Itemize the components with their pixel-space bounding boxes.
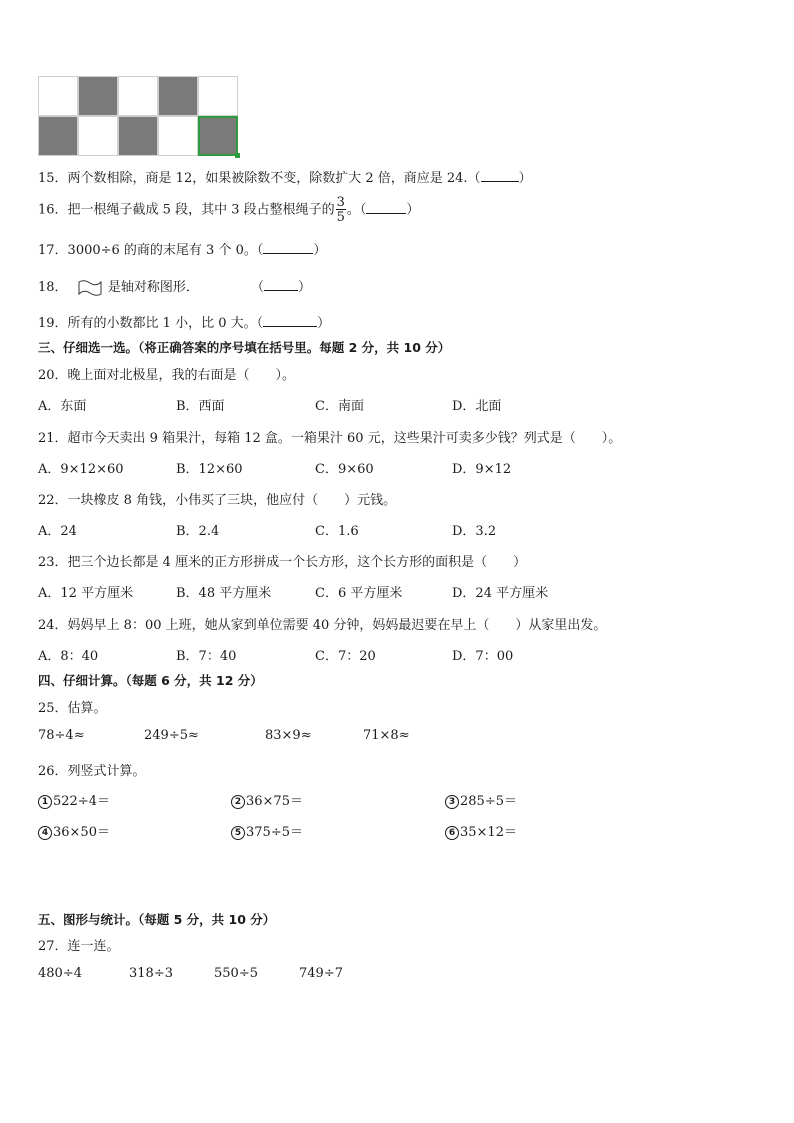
option-d[interactable]: D．9×12 bbox=[452, 462, 512, 477]
section-4-heading: 四、仔细计算。（每题 6 分，共 12 分） bbox=[38, 673, 263, 688]
match-item[interactable]: 749÷7 bbox=[299, 966, 343, 981]
option-a[interactable]: A．8：40 bbox=[38, 649, 99, 664]
option-b[interactable]: B．12×60 bbox=[176, 462, 243, 477]
option-d[interactable]: D．24 平方厘米 bbox=[452, 586, 549, 601]
option-a[interactable]: A．24 bbox=[38, 524, 77, 539]
option-a[interactable]: A．东面 bbox=[38, 399, 87, 414]
estimate-item: 83×9≈ bbox=[265, 728, 312, 743]
grid-cell bbox=[118, 76, 158, 116]
question-16: 16．把一根绳子截成 5 段，其中 3 段占整根绳子的 $\frac{3}{5}$ 。（ ） bbox=[38, 195, 420, 225]
calc-item: 1 522÷4＝ bbox=[38, 790, 110, 809]
question-26: 26．列竖式计算。 bbox=[38, 764, 146, 779]
calc-item: 6 35×12＝ bbox=[445, 821, 517, 840]
section-3-heading: 三、仔细选一选。（将正确答案的序号填在括号里。每题 2 分，共 10 分） bbox=[38, 340, 451, 355]
answer-blank[interactable] bbox=[366, 202, 406, 214]
question-22: 22．一块橡皮 8 角钱，小伟买了三块，他应付（ ）元钱。 bbox=[38, 493, 397, 508]
estimate-item: 71×8≈ bbox=[363, 728, 410, 743]
question-19: 19．所有的小数都比 1 小，比 0 大。（ ） bbox=[38, 316, 331, 331]
question-24: 24．妈妈早上 8：00 上班，她从家到单位需要 40 分钟，妈妈最迟要在早上（ ）从家里出发。 bbox=[38, 618, 607, 633]
option-b[interactable]: B．西面 bbox=[176, 399, 225, 414]
answer-blank[interactable] bbox=[263, 315, 317, 327]
calc-item: 3 285÷5＝ bbox=[445, 790, 517, 809]
grid-cell bbox=[78, 116, 118, 156]
option-c[interactable]: C．9×60 bbox=[315, 462, 374, 477]
question-25: 25．估算。 bbox=[38, 701, 107, 716]
option-d[interactable]: D．7：00 bbox=[452, 649, 514, 664]
circled-number: 1 bbox=[38, 795, 52, 809]
question-27: 27．连一连。 bbox=[38, 939, 120, 954]
grid-cell bbox=[198, 76, 238, 116]
grid-cell bbox=[118, 116, 158, 156]
question-17: 17．3000÷6 的商的末尾有 3 个 0。（ ） bbox=[38, 243, 327, 258]
answer-blank[interactable] bbox=[264, 279, 298, 291]
question-21: 21．超市今天卖出 9 箱果汁，每箱 12 盒。一箱果汁 60 元，这些果汁可卖多少钱？列式是（ ）。 bbox=[38, 431, 622, 446]
question-18-number: 18． bbox=[38, 280, 68, 295]
circled-number: 6 bbox=[445, 826, 459, 840]
fraction: $\frac{3}{5}$ bbox=[336, 195, 345, 225]
answer-blank[interactable] bbox=[263, 242, 313, 254]
option-c[interactable]: C．南面 bbox=[315, 399, 364, 414]
match-item[interactable]: 318÷3 bbox=[129, 966, 173, 981]
calc-item: 4 36×50＝ bbox=[38, 821, 110, 840]
calc-item: 2 36×75＝ bbox=[231, 790, 303, 809]
section-5-heading: 五、图形与统计。（每题 5 分，共 10 分） bbox=[38, 912, 276, 927]
checkered-grid-figure bbox=[38, 76, 238, 156]
question-18-text: 是轴对称图形． bbox=[107, 280, 199, 295]
selected-grid-cell bbox=[198, 116, 238, 156]
circled-number: 4 bbox=[38, 826, 52, 840]
match-item[interactable]: 550÷5 bbox=[214, 966, 258, 981]
option-c[interactable]: C．1.6 bbox=[315, 524, 359, 539]
option-d[interactable]: D．3.2 bbox=[452, 524, 497, 539]
estimate-item: 249÷5≈ bbox=[144, 728, 199, 743]
option-b[interactable]: B．48 平方厘米 bbox=[176, 586, 272, 601]
option-b[interactable]: B．2.4 bbox=[176, 524, 220, 539]
question-18: 18． 是轴对称图形． （ ） bbox=[38, 276, 311, 298]
wavy-shape-figure bbox=[76, 278, 104, 298]
option-c[interactable]: C．6 平方厘米 bbox=[315, 586, 403, 601]
option-d[interactable]: D．北面 bbox=[452, 399, 502, 414]
option-c[interactable]: C．7：20 bbox=[315, 649, 376, 664]
option-a[interactable]: A．12 平方厘米 bbox=[38, 586, 134, 601]
question-15: 15．两个数相除，商是 12，如果被除数不变，除数扩大 2 倍，商应是 24.（ ） bbox=[38, 171, 532, 186]
estimate-item: 78÷4≈ bbox=[38, 728, 85, 743]
grid-cell bbox=[78, 76, 118, 116]
question-19-text: 19．所有的小数都比 1 小，比 0 大。（ bbox=[38, 316, 264, 331]
resize-handle bbox=[235, 153, 240, 158]
grid-cell bbox=[38, 76, 78, 116]
question-23: 23．把三个边长都是 4 厘米的正方形拼成一个长方形，这个长方形的面积是（ ） bbox=[38, 555, 527, 570]
match-item[interactable]: 480÷4 bbox=[38, 966, 82, 981]
circled-number: 5 bbox=[231, 826, 245, 840]
option-b[interactable]: B．7：40 bbox=[176, 649, 237, 664]
option-a[interactable]: A．9×12×60 bbox=[38, 462, 124, 477]
question-15-text: 15．两个数相除，商是 12，如果被除数不变，除数扩大 2 倍，商应是 24.（ bbox=[38, 171, 481, 186]
question-16-text: 16．把一根绳子截成 5 段，其中 3 段占整根绳子的 bbox=[38, 202, 335, 218]
circled-number: 3 bbox=[445, 795, 459, 809]
grid-cell bbox=[158, 76, 198, 116]
grid-cell bbox=[158, 116, 198, 156]
grid-cell bbox=[38, 116, 78, 156]
answer-blank[interactable] bbox=[481, 170, 519, 182]
question-20: 20．晚上面对北极星，我的右面是（ ）。 bbox=[38, 368, 296, 383]
circled-number: 2 bbox=[231, 795, 245, 809]
calc-item: 5 375÷5＝ bbox=[231, 821, 303, 840]
question-17-text: 17．3000÷6 的商的末尾有 3 个 0。（ bbox=[38, 243, 264, 258]
